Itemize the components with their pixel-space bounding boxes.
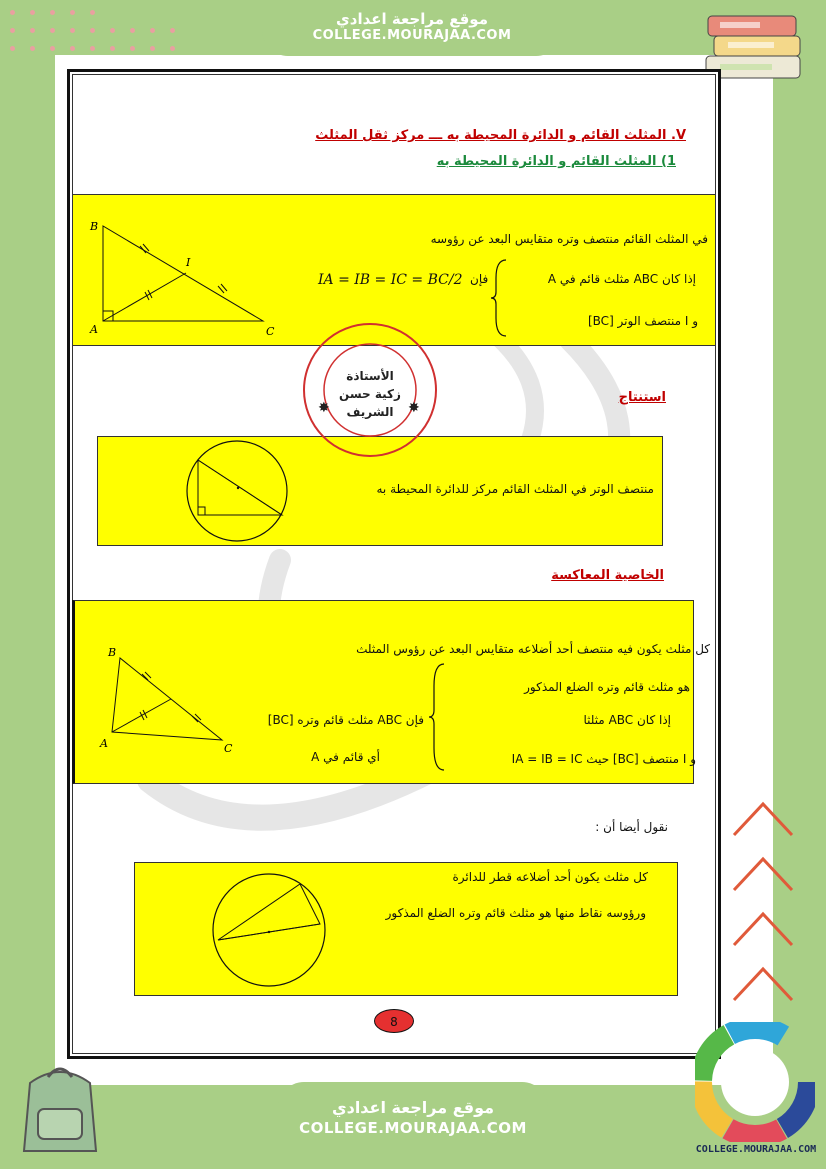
decorative-dot — [70, 28, 75, 33]
decorative-dot — [10, 10, 15, 15]
converse-statement-1: كل مثلث يكون فيه منتصف أحد أضلاعه متقايس البعد عن رؤوس المثلث — [356, 642, 710, 656]
header-site-url: COLLEGE.MOURAJAA.COM — [312, 28, 512, 43]
theorem-condition-2: و I منتصف الوتر [BC] — [587, 314, 698, 328]
stamp-line-1: الأستاذة — [346, 369, 394, 383]
decorative-dot — [150, 46, 155, 51]
vertex-label-b: B — [90, 220, 99, 233]
decorative-dot — [130, 46, 135, 51]
also-intro: نقول أيضا أن : — [595, 820, 668, 834]
converse-triangle-figure — [98, 644, 243, 754]
svg-text:✸: ✸ — [318, 400, 330, 416]
footer-site-url: COLLEGE.MOURAJAA.COM — [299, 1119, 527, 1137]
decorative-dot — [30, 10, 35, 15]
decorative-dot — [90, 10, 95, 15]
decorative-dot — [110, 46, 115, 51]
subsection-title: 1) المثلث القائم و الدائرة المحيطة به — [436, 154, 676, 169]
converse-brace — [428, 662, 448, 772]
theorem-then: فإن — [470, 272, 489, 286]
converse-statement-2: هو مثلث قائم وتره الضلع المذكور — [524, 680, 690, 694]
conclusion-title: استنتاج — [618, 390, 666, 405]
stamp-line-3: الشريف — [346, 405, 394, 419]
site-logo-text: COLLEGE.MOURAJAA.COM — [695, 1144, 817, 1155]
decorative-chevrons — [728, 790, 798, 1030]
right-triangle-figure — [88, 218, 288, 343]
converse-title: الخاصية المعاكسة — [551, 568, 664, 583]
decorative-dot — [170, 46, 175, 51]
decorative-dot — [10, 46, 15, 51]
decorative-dot — [130, 28, 135, 33]
vertex-label-a: A — [100, 737, 108, 750]
brace — [490, 258, 510, 338]
vertex-label-i: I — [186, 256, 191, 269]
decorative-dot — [150, 28, 155, 33]
decorative-dot — [50, 46, 55, 51]
circumcircle-figure — [180, 438, 295, 548]
footer-site-name: موقع مراجعة اعدادي — [331, 1098, 495, 1117]
footer-banner[interactable] — [278, 1082, 548, 1169]
decorative-dot — [10, 28, 15, 33]
section-title: V. المثلث القائم و الدائرة المحيطة به ـــ مركز ثقل المثلث — [315, 128, 686, 143]
site-logo[interactable] — [695, 1022, 815, 1142]
decorative-dot — [30, 28, 35, 33]
also-line-2: ورؤوسه نقاط منها هو مثلث قائم وتره الضلع المذكور — [385, 906, 646, 920]
decorative-dot — [90, 46, 95, 51]
vertex-label-b: B — [108, 646, 117, 659]
backpack-icon — [10, 1055, 115, 1160]
page-number-badge: 8 — [374, 1009, 414, 1033]
decorative-dot — [70, 46, 75, 51]
decorative-dot — [170, 28, 175, 33]
teacher-stamp — [300, 320, 440, 460]
theorem-condition-1: إذا كان ABC مثلث قائم في A — [547, 272, 696, 286]
theorem-formula: IA = IB = IC = BC/2 — [318, 272, 463, 288]
converse-condition-1: إذا كان ABC مثلثا — [583, 713, 671, 727]
converse-condition-2: و I منتصف [BC] حيث IA = IB = IC — [511, 752, 696, 766]
decorative-dot — [50, 10, 55, 15]
decorative-dots — [10, 6, 200, 54]
decorative-dot — [30, 46, 35, 51]
header-banner[interactable] — [262, 0, 562, 56]
conclusion-text: منتصف الوتر في المثلث القائم مركز للدائرة المحيطة به — [376, 482, 654, 496]
stamp-line-2: زكية حسن — [339, 387, 401, 401]
decorative-dot — [110, 28, 115, 33]
decorative-dot — [90, 28, 95, 33]
theorem-statement: في المثلث القائم منتصف وتره متقايس البعد عن رؤوسه — [430, 232, 708, 246]
diameter-circle-figure — [208, 866, 330, 994]
vertex-label-a: A — [90, 323, 98, 336]
svg-text:✸: ✸ — [408, 400, 420, 416]
converse-then-1: فإن ABC مثلث قائم وتره [BC] — [267, 713, 424, 727]
converse-then-2: أي قائم في A — [311, 750, 380, 764]
decorative-dot — [70, 10, 75, 15]
header-site-name: موقع مراجعة اعدادي — [336, 10, 488, 28]
also-line-1: كل مثلث يكون أحد أضلاعه قطر للدائرة — [452, 870, 648, 884]
vertex-label-c: C — [224, 742, 233, 754]
decorative-dot — [50, 28, 55, 33]
vertex-label-c: C — [266, 325, 275, 338]
